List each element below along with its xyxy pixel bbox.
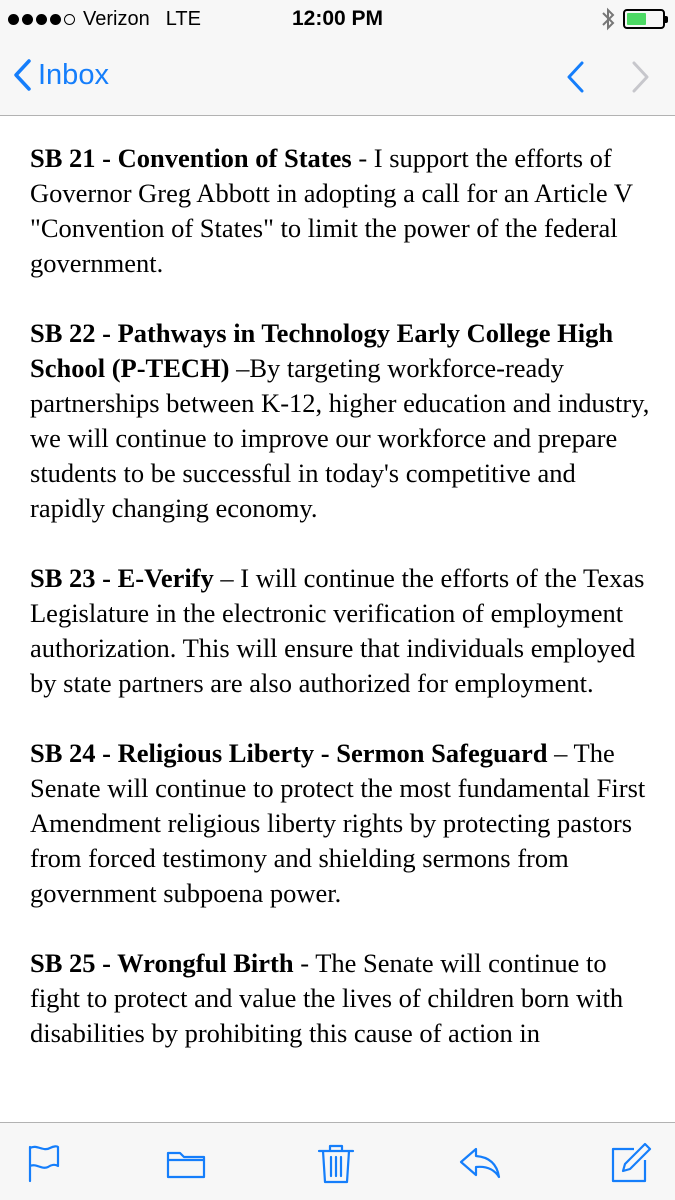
flag-icon[interactable] <box>22 1141 66 1185</box>
battery-level-fill <box>627 13 646 25</box>
email-paragraph <box>30 946 650 1051</box>
folder-icon[interactable] <box>164 1141 208 1185</box>
bluetooth-icon <box>601 7 615 31</box>
chevron-left-icon <box>12 58 32 92</box>
status-bar <box>0 0 675 40</box>
trash-icon[interactable] <box>314 1141 358 1185</box>
navigation-bar <box>0 40 675 116</box>
bill-title: SB 22 - Pathways in Technology Early College High School (P-TECH) <box>30 318 614 383</box>
reply-icon[interactable] <box>458 1141 502 1185</box>
email-paragraph <box>30 316 650 526</box>
back-to-inbox-button[interactable] <box>12 58 109 92</box>
bill-description: – I will continue the efforts of the Texas Legislature in the electronic verification of employment authorization. This will ensure that individuals employed by state partners are also authorized for employment. <box>30 563 645 698</box>
email-paragraph <box>30 736 650 911</box>
message-navigation <box>565 60 651 94</box>
bottom-toolbar <box>0 1122 675 1200</box>
clock: 12:00 PM <box>291 7 384 30</box>
carrier-name: Verizon <box>83 8 150 30</box>
status-right <box>601 7 665 31</box>
bill-title: SB 25 - Wrongful Birth <box>30 948 294 978</box>
next-message-button[interactable] <box>631 60 651 94</box>
email-paragraph <box>30 141 650 281</box>
network-type: LTE <box>165 8 201 30</box>
bill-description: –By targeting workforce-ready partnerships between K-12, higher education and industry, we will continue to improve our workforce and prepare students to be successful in today's competitive and rapidly changing economy. <box>30 353 650 523</box>
bill-description: - The Senate will continue to fight to protect and value the lives of children born with disabilities by prohibiting this cause of action in <box>30 948 624 1048</box>
bill-title: SB 21 - Convention of States <box>30 143 352 173</box>
bill-title: SB 24 - Religious Liberty - Sermon Safeguard <box>30 738 548 768</box>
email-paragraph <box>30 561 650 701</box>
signal-strength-icon <box>8 14 75 25</box>
bill-description: – The Senate will continue to protect the most fundamental First Amendment religious liberty rights by protecting pastors from forced testimony and shielding sermons from government subpoena power. <box>30 738 646 908</box>
previous-message-button[interactable] <box>565 60 585 94</box>
back-label: Inbox <box>38 58 109 91</box>
status-left <box>8 8 201 31</box>
compose-icon[interactable] <box>608 1141 652 1185</box>
bill-description: - I support the efforts of Governor Greg Abbott in adopting a call for an Article V "Convention of States" to limit the power of the federal government. <box>30 143 633 278</box>
email-body <box>30 141 650 1121</box>
bill-title: SB 23 - E-Verify <box>30 563 214 593</box>
battery-icon <box>623 9 665 29</box>
